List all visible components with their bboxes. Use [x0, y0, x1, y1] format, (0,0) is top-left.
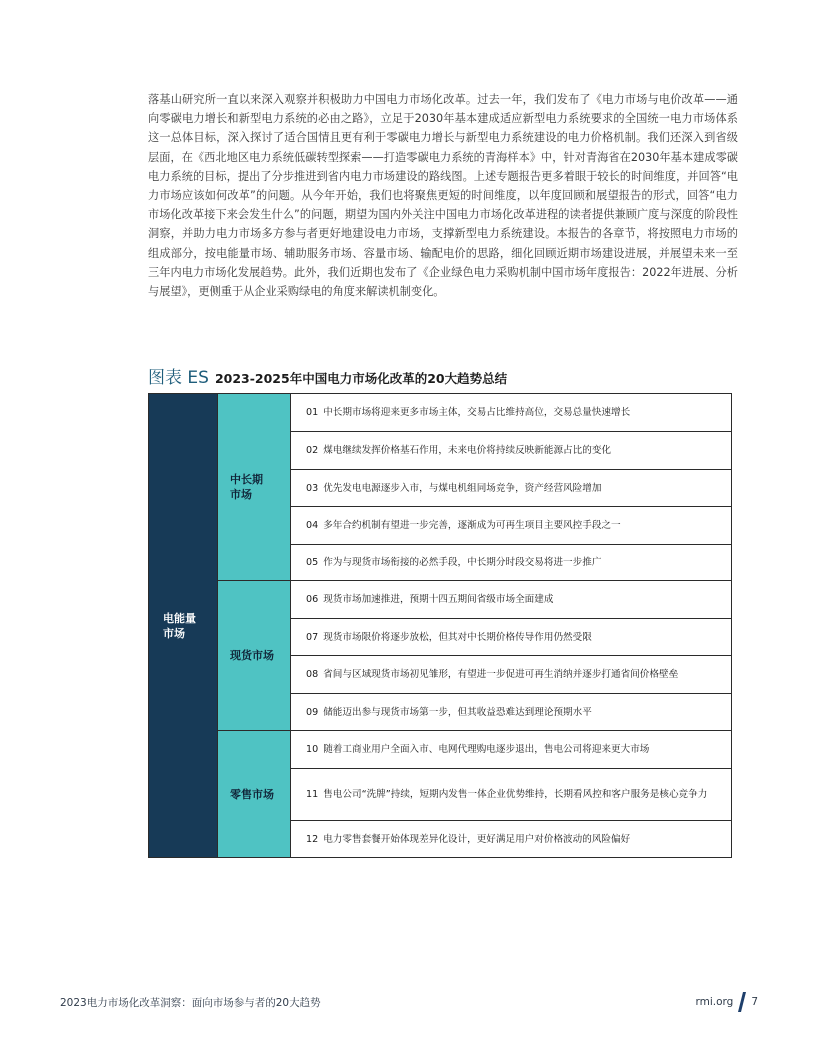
table-row [291, 544, 731, 580]
trend-text: 电力零售套餐开始体现差异化设计，更好满足用户对价格波动的风险偏好 [323, 833, 631, 845]
trend-number: 08 [306, 669, 319, 680]
table-row [291, 730, 731, 768]
trend-number: 12 [306, 833, 319, 845]
group-cell-spot [217, 580, 290, 730]
trend-number: 10 [306, 744, 319, 755]
trend-text: 储能迈出参与现货市场第一步，但其收益恐难达到理论预期水平 [323, 706, 592, 718]
table-row [291, 394, 731, 431]
trend-number: 02 [306, 445, 319, 456]
table-row [291, 580, 731, 618]
figure-caption: 2023-2025年中国电力市场化改革的20大趋势总结 [214, 371, 508, 386]
trend-rows [290, 394, 731, 857]
footer-report-title: 2023电力市场化改革洞察：面向市场参与者的20大趋势 [60, 997, 321, 1009]
figure-label: 图表 ES [148, 368, 209, 388]
trend-text: 售电公司“洗牌”持续，短期内发售一体企业优势维持，长期看风控和客户服务是核心竞争力 [323, 789, 708, 800]
trend-text: 现货市场加速推进，预期十四五期间省级市场全面建成 [323, 594, 554, 605]
table-row [291, 693, 731, 730]
group-cell-retail [217, 730, 290, 857]
footer-site-link[interactable]: rmi.org [695, 996, 734, 1008]
group-label: 零售市场 [230, 787, 274, 801]
group-label: 中长期 市场 [230, 473, 263, 501]
table-row [291, 618, 731, 655]
trends-table [148, 393, 732, 858]
trend-text: 作为与现货市场衔接的必然手段，中长期分时段交易将进一步推广 [323, 557, 602, 568]
table-row [291, 820, 731, 857]
trend-number: 09 [306, 706, 319, 718]
figure-title [148, 366, 748, 391]
table-row [291, 431, 731, 469]
trend-number: 11 [306, 789, 319, 800]
trend-text: 现货市场限价将逐步放松，但其对中长期价格传导作用仍然受限 [323, 631, 592, 643]
trend-text: 煤电继续发挥价格基石作用，未来电价将持续反映新能源占比的变化 [323, 445, 612, 456]
intro-paragraph: 落基山研究所一直以来深入观察并积极助力中国电力市场化改革。过去一年，我们发布了《电力市场与电价改革——通向零碳电力增长和新型电力系统的必由之路》，立足于2030年基本建成适应新型电力系统要求的全国统一电力市场体系这一总体目标，深入探讨了适合国情且更有利于零碳电力增长与新型电力系统建设的电力价格机制。我们还深入到省级层面，在《西北地区电力系统低碳转型探索——打造零碳电力系统的青海样本》中，针对青海省在2030年基本建成零碳电力系统的目标，提出了分步推进到省内电力市场建设的路线图。上述专题报告更多着眼于较长的时间维度，并回答“电力市场应该如何改革”的问题。从今年开始，我们也将聚焦更短的时间维度，以年度回顾和展望报告的形式，回答“电力市场化改革接下来会发生什么”的问题，期望为国内外关注中国电力市场化改革进程的读者提供兼顾广度与深度的阶段性洞察，并助力电力市场多方参与者更好地建设电力市场，支撑新型电力系统建设。本报告的各章节，将按照电力市场的组成部分，按电能量市场、辅助服务市场、容量市场、输配电价的思路，细化回顾近期市场建设进展，并展望未来一至三年内电力市场化发展趋势。此外，我们近期也发布了《企业绿色电力采购机制中国市场年度报告：2022年进展、分析与展望》，更侧重于从企业采购绿电的角度来解读机制变化。 [148, 93, 738, 299]
trend-number: 06 [306, 594, 319, 605]
table-row [291, 655, 731, 693]
category-cell [149, 394, 217, 857]
trend-text: 省间与区域现货市场初见雏形，有望进一步促进可再生消纳并逐步打通省间价格壁垒 [323, 669, 679, 680]
trend-text: 中长期市场将迎来更多市场主体，交易占比维持高位，交易总量快速增长 [323, 407, 631, 418]
trend-number: 04 [306, 520, 319, 531]
footer-page-info [695, 992, 758, 1012]
trend-number: 01 [306, 407, 319, 418]
trend-text: 多年合约机制有望进一步完善，逐渐成为可再生项目主要风控手段之一 [323, 520, 621, 531]
group-label: 现货市场 [230, 649, 274, 662]
trend-text: 优先发电电源逐步入市，与煤电机组同场竞争，资产经营风险增加 [323, 482, 602, 494]
trend-number: 05 [306, 557, 319, 568]
trend-number: 03 [306, 482, 319, 494]
group-cell-mid-long-term [217, 394, 290, 580]
table-row [291, 768, 731, 820]
trend-number: 07 [306, 631, 319, 643]
table-row [291, 506, 731, 544]
slash-divider-icon [738, 992, 746, 1012]
category-label: 电能量 市场 [163, 611, 196, 640]
table-row [291, 469, 731, 506]
page-number: 7 [751, 996, 758, 1008]
trend-text: 随着工商业用户全面入市、电网代理购电逐步退出，售电公司将迎来更大市场 [323, 744, 650, 755]
